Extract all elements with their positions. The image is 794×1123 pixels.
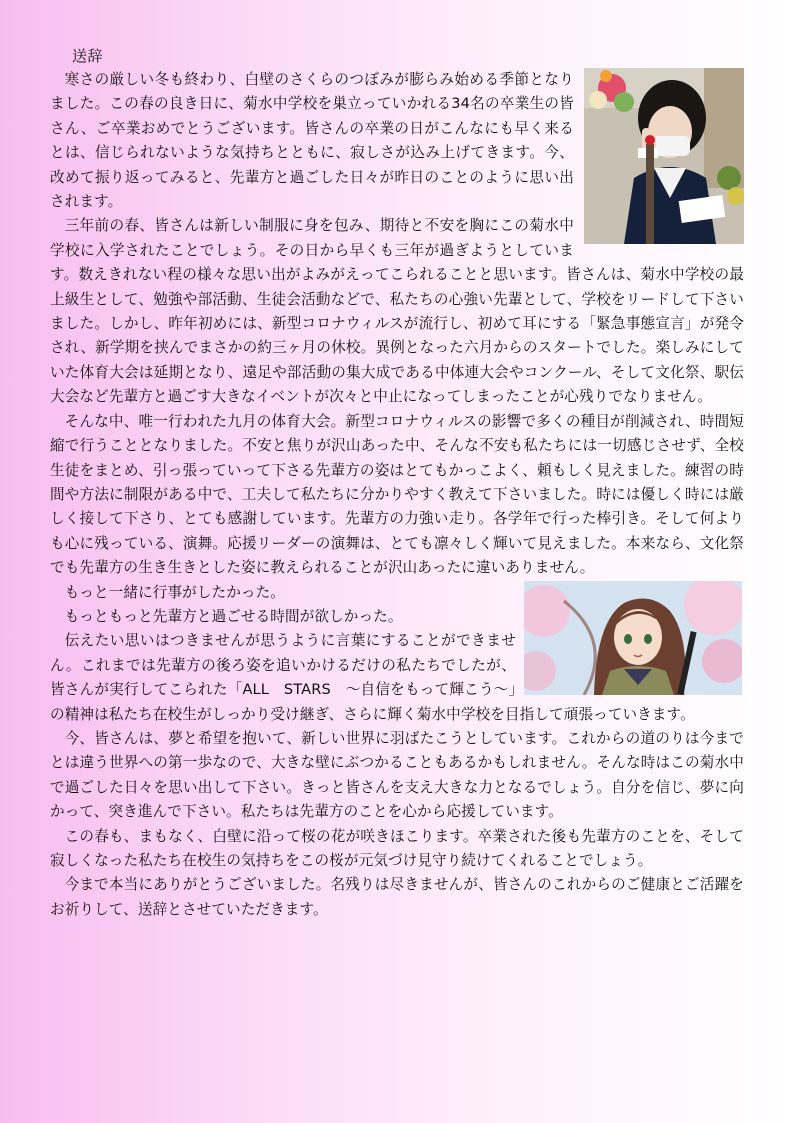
paragraph-3: そんな中、唯一行われた九月の体育大会。新型コロナウィルスの影響で多くの種目が削減され、時間短縮で行うこととなりました。不安と焦りが沢山あった中、そんな不安も私たちには一切感じさせず、全校生徒をまとめ、引っ張っていって下さる先輩方の姿はとてもかっこよく、頼もしく見えました。練習の時間や方法に制限がある中で、工夫して私たちに分かりやすく教えて下さいました。時には優しく時には厳しく接して下さり、とても感謝しています。先輩方の力強い走り。各学年で行った棒引き。そして何よりも心に残っている、演舞。応援リーダーの演舞は、とても凛々しく輝いて見えました。本来なら、文化祭でも先輩方の生き生きとした姿に教えられることが沢山あったに違いありません。 — [50, 412, 744, 577]
paragraph-6: 伝えたい思いはつきませんが思うように言葉にすることができません。これまでは先輩方の後ろ姿を追いかけるだけの私たちでしたが、皆さんが実行してこられた「ALL STARS ～自信をもって輝こう～」の精神は私たち在校生がしっかり受け継ぎ、さらに輝く菊水中学校を目指して頑張っていきます。 — [50, 632, 695, 723]
document-title: 送辞 — [72, 47, 104, 65]
student-illustration — [524, 581, 742, 695]
paragraph-2: 三年前の春、皆さんは新しい制服に身を包み、期待と不安を胸にこの菊水中学校に入学されたことでしょう。その日から早くも三年が過ぎようとしています。数えきれない程の様々な思い出がよみがえってこられることと思います。皆さんは、菊水中学校の最上級生として、勉強や部活動、生徒会活動などで、私たちの心強い先輩として、学校をリードして下さいました。しかし、昨年初めには、新型コロナウィルスが流行し、初めて耳にする「緊急事態宣言」が発令され、新学期を挟んでまさかの約三ヶ月の休校。異例となった六月からのスタートでした。楽しみにしていた体育大会は延期となり、遠足や部活動の集大成である中体連大会やコンクール、そして文化祭、駅伝大会など先輩方と過ごす大きなイベントが次々と中止になってしまったことが心残りでなりません。 — [50, 217, 744, 406]
paragraph-8: この春も、まもなく、白壁に沿って桜の花が咲きほこります。卒業された後も先輩方のことを、そして寂しくなった私たち在校生の気持ちをこの桜が元気づけ見守り続けてくれることでしょう。 — [50, 827, 744, 869]
paragraph-1: 寒さの厳しい冬も終わり、白壁のさくらのつぼみが膨らみ始める季節となりました。この春の良き日に、菊水中学校を巣立っていかれる34名の卒業生の皆さん、ご卒業おめでとうございます。皆さんの卒業の日がこんなにも早く来るとは、信じられないような気持ちとともに、寂しさが込み上げてきます。今、改めて振り返ってみると、先輩方と過ごした日々が昨日のことのように思い出されます。 — [50, 71, 574, 211]
anime-student-illustration-icon — [524, 581, 742, 695]
document-body — [50, 68, 744, 922]
paragraph-5: もっともっと先輩方と過ごせる時間が欲しかった。 — [64, 607, 403, 625]
speaker-photo — [584, 68, 744, 244]
paragraph-9: 今まで本当にありがとうございました。名残りは尽きませんが、皆さんのこれからのご健康とご活躍をお祈りして、送辞とさせていただきます。 — [50, 876, 744, 918]
paragraph-4: もっと一緒に行事がしたかった。 — [64, 583, 286, 601]
paragraph-7: 今、皆さんは、夢と希望を抱いて、新しい世界に羽ばたこうとしています。これからの道のりは今までとは違う世界への第一歩なので、大きな壁にぶつかることもあるかもしれません。そんな時はこの菊水中で過ごした日々を思い出して下さい。きっと皆さんを支え大きな力となるでしょう。自分を信じ、夢に向かって、突き進んで下さい。私たちは先輩方のことを心から応援しています。 — [50, 729, 744, 821]
speaker-photo-icon — [584, 68, 744, 244]
